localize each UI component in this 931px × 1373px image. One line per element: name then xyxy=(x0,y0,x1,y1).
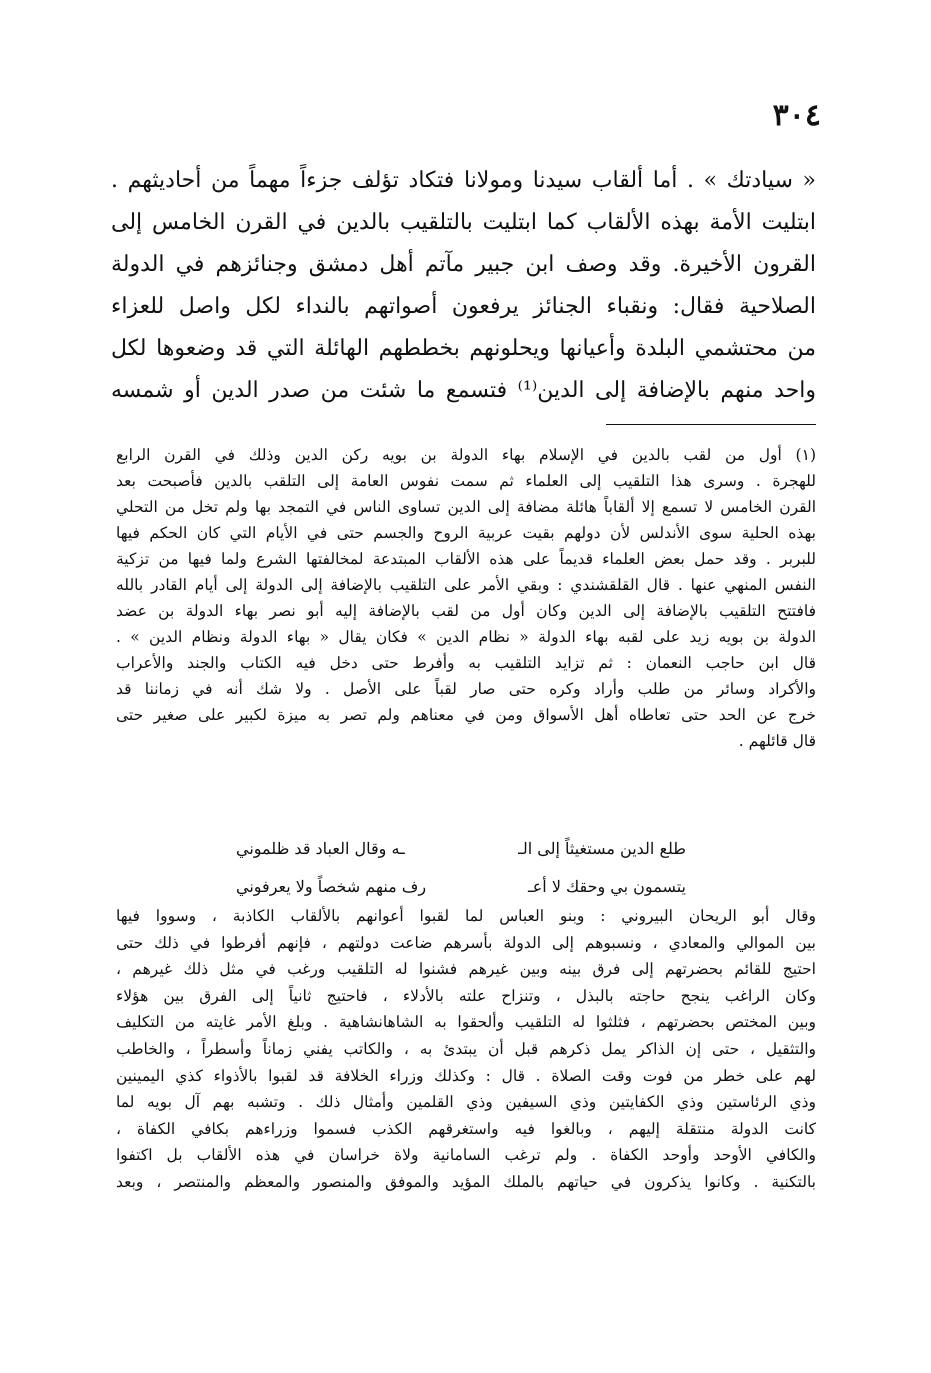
footnote-line: قال ابن حاجب النعمان : ثم تزايد التلقيب به وأفرط حتى دخل فيه الكتاب والجند والأعراب xyxy=(116,654,816,672)
footnote-line: والأكراد وسائر من طلب وأراد وكره حتى صار لقباً على الأصل . ولا شك أنه في زماننا قد xyxy=(116,680,816,698)
main-text xyxy=(111,160,816,412)
poem-hemistich-first: يتسمون بي وحقك لا أعـ xyxy=(528,877,686,896)
footnote-line: (١) أول من لقب بالدين في الإسلام بهاء الدولة بن بويه ركن الدين وذلك في القرن الرابع xyxy=(116,446,816,464)
footnote-line: بين الموالي والمعادي ، ونسبوهم إلى الدولة بأسرهم ضاعت دولتهم ، فإنهم أفرطوا في ذلك حتى xyxy=(116,933,816,952)
footnote-line: وبين المختص بحضرتهم ، فثلثوا له التلقيب وألحقوا به الشاهانشاهية . وبلغ الأمر غايته من التكليف xyxy=(116,1013,816,1032)
footnote-line: النفس المنهي عنها . قال القلقشندي : وبقي الأمر على التلقيب بالإضافة إلى الدولة إلى أيام القادر بالله xyxy=(116,576,816,594)
footnote-line: كانت الدولة منتقلة إليهم ، وبالغوا فيه واستغرقهم الكذب فسموا وزراءهم بكافي الكفاة ، xyxy=(116,1119,816,1138)
poem-verse xyxy=(236,868,686,906)
poem-verses xyxy=(236,830,686,906)
page-number: ٣٠٤ xyxy=(772,98,821,133)
footnote-line: فافتتح التلقيب بالإضافة إلى الدين وكان أول من لقب بالإضافة إليه أبو نصر بهاء الدولة بن عضد xyxy=(116,602,816,620)
footnote-line: وقال أبو الريحان البيروني : وبنو العباس لما لقبوا أعوانهم بالألقاب الكاذبة ، وسووا فيها xyxy=(116,907,816,925)
footnote-line: للبربر . وقد حمل بعض العلماء قديماً على هذه الألقاب المبتدعة لمخالفتها الشرع ولما فيها من تزكية xyxy=(116,550,816,568)
main-text-line: الصلاحية فقال: ونقباء الجنائز يرفعون أصواتهم بالنداء لكل واصل للعزاء xyxy=(111,294,816,319)
footnote-line: الدولة بن بويه زيد على لقبه بهاء الدولة « نظام الدين » فكان يقال « بهاء الدولة ونظام الدين » . xyxy=(116,628,816,646)
main-text-line: من محتشمي البلدة وأعيانها ويحلونهم بخططهم الهائلة التي قد وضعوها لكل xyxy=(111,336,816,361)
footnote-line: احتيج للقائم بحضرتهم إلى فرق بينه وبين غيرهم فشنوا له التلقيب ورغب في مثل ذلك غيرهم ، xyxy=(116,960,816,979)
footnote-line: قال قائلهم . xyxy=(738,732,816,750)
footnote-text xyxy=(116,442,816,754)
main-text-line: « سيادتك » . أما ألقاب سيدنا ومولانا فتكاد تؤلف جزءاً مهماً من أحاديثهم . xyxy=(111,168,816,193)
footnote-line: بالتكنية . وكانوا يذكرون في حياتهم بالملك المؤيد والموفق والمنصور والمعظم والمنتصر ، وبعد xyxy=(116,1172,816,1191)
footnote-line: والتثقيل ، حتى إن الذاكر يمل ذكرهم قبل أن يبتدئ به ، والكاتب يفني زماناً وأسطراً ، والخاطب xyxy=(116,1039,816,1058)
footnote-line: خرج عن الحد حتى تعاطاه أهل الأسواق ومن في معناهم ولم تصر به ميزة لكبير على صغير حتى xyxy=(116,706,816,724)
poem-hemistich-second: ـه وقال العباد قد ظلموني xyxy=(236,839,405,858)
main-text-line: القرون الأخيرة. وقد وصف ابن جبير مآتم أهل دمشق وجنائزهم في الدولة xyxy=(111,252,816,277)
footnote-line: القرن الخامس لا تسمع إلا ألقاباً هائلة مضافة إلى الدين تساوى الناس في التمجد بها ولم تخل من التحلي xyxy=(116,498,816,516)
poem-verse xyxy=(236,830,686,868)
footnote-divider xyxy=(606,424,816,425)
footnote-line: وكان الراغب ينجح حاجته بالبذل ، وتنزاح علته بالأدلاء ، فاحتيج ثانياً إلى الفرق بين هؤلاء xyxy=(116,986,816,1005)
poem-hemistich-first: طلع الدين مستغيثاً إلى الـ xyxy=(518,839,686,858)
footnote-line: لهم على خطر من فوت وقت الصلاة . قال : وكذلك وزراء الخلافة قد لقبوا بالأذواء كذي اليمينين xyxy=(116,1066,816,1085)
footnote-line: بهذه الحلية سوى الأندلس لأن دولهم بقيت عربية الروح والجسم حتى في الأيام التي كان الحكم فيها xyxy=(116,524,816,542)
main-text-line: واحد منهم بالإضافة إلى الدين⁽¹⁾ فتسمع ما شئت من صدر الدين أو شمسه xyxy=(111,378,816,403)
footnote-line: والكافي الأوحد وأوحد الكفاة . ولم ترغب السامانية ولاة خراسان في هذه الألقاب بل اكتفوا xyxy=(116,1146,816,1165)
footnote-line: للهجرة . وسرى هذا التلقيب إلى العلماء ثم سمت نفوس العامة إلى التلقب بالدين فأصبحت بعد xyxy=(116,472,816,490)
poem-hemistich-second: رف منهم شخصاً ولا يعرفوني xyxy=(236,877,427,896)
main-text-line: ابتليت الأمة بهذه الألقاب كما ابتليت بالتلقيب بالدين في القرن الخامس إلى xyxy=(111,210,816,235)
footnote-line: وذي الرئاستين وذي الكفايتين وذي السيفين وذي القلمين وأمثال ذلك . وتشبه بهم آل بويه لما xyxy=(116,1093,816,1112)
footnote-text-continued xyxy=(116,903,816,1196)
